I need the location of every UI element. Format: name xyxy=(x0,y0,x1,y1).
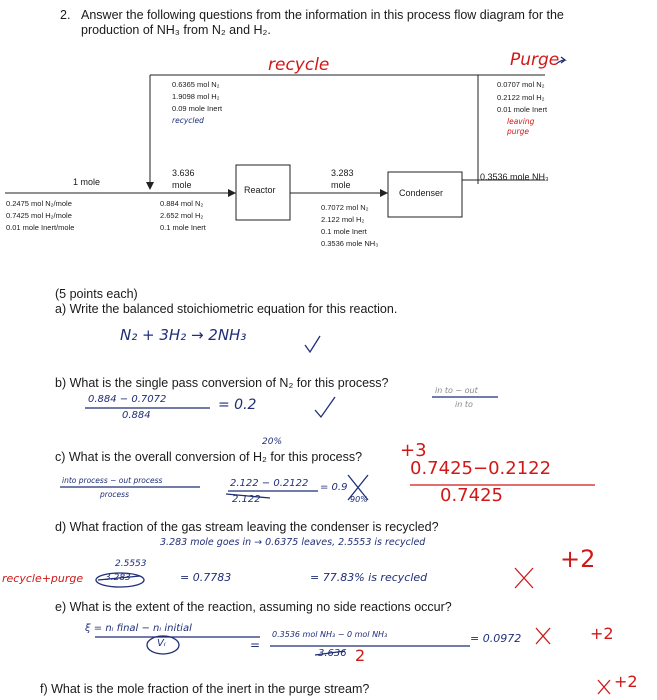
x-mark-f xyxy=(598,680,610,694)
condenser-in-arrowhead xyxy=(380,189,388,197)
part-c-calc-result: = 0.9 xyxy=(320,482,348,493)
reactor-out-inert: 0.1 mole Inert xyxy=(321,227,367,236)
question-number: 2. xyxy=(60,8,71,22)
part-a-answer: N₂ + 3H₂ → 2NH₃ xyxy=(120,326,247,344)
part-c-red-den: 0.7425 xyxy=(440,485,503,506)
part-e-num: 0.3536 mol NH₃ − 0 mol NH₃ xyxy=(272,630,388,639)
part-a-question: a) Write the balanced stoichiometric equation for this reaction. xyxy=(55,302,398,316)
reactor-out-total: 3.283 xyxy=(331,168,354,178)
part-d-question: d) What fraction of the gas stream leaving the condenser is recycled? xyxy=(55,520,439,534)
recycle-inert: 0.09 mole Inert xyxy=(172,104,223,113)
reactor-out-h2: 2.122 mol H₂ xyxy=(321,215,365,224)
part-e-score: +2 xyxy=(590,624,614,643)
purge-note-2: purge xyxy=(507,127,529,136)
part-c-calc-num: 2.122 − 0.2122 xyxy=(230,478,309,489)
part-f-question: f) What is the mole fraction of the inert in the purge stream? xyxy=(40,682,370,696)
part-f-score: +2 xyxy=(614,672,638,691)
part-e-lhs: ξ = nᵢ final − nᵢ initial xyxy=(85,623,192,634)
reactor-in-inert: 0.1 mole Inert xyxy=(160,223,206,232)
reactor-label: Reactor xyxy=(244,185,276,195)
reactor-out-unit: mole xyxy=(331,180,351,190)
part-d-result: = 0.7783 xyxy=(180,571,232,584)
part-e-result: = 0.0972 xyxy=(470,632,522,645)
feed-inert: 0.01 mole Inert/mole xyxy=(6,223,75,232)
reactor-out-nh3: 0.3536 mole NH₃ xyxy=(321,239,379,248)
reactor-in-arrowhead xyxy=(228,189,236,197)
part-e-den: 3.636 xyxy=(318,648,347,659)
reactor-out-n2: 0.7072 mol N₂ xyxy=(321,203,369,212)
part-d-score: +2 xyxy=(560,545,596,573)
reactor-in-n2: 0.884 mol N₂ xyxy=(160,199,204,208)
check-mark-b xyxy=(315,397,335,417)
question-line-1: Answer the following questions from the information in this process flow diagram for the xyxy=(81,8,564,22)
part-c-percent: 20% xyxy=(262,437,283,447)
part-c-score: +3 xyxy=(400,440,427,461)
purge-label: Purge xyxy=(510,50,560,70)
part-e-question: e) What is the extent of the reaction, assuming no side reactions occur? xyxy=(55,600,452,614)
purge-n2: 0.0707 mol N₂ xyxy=(497,80,545,89)
part-c-red-num: 0.7425−0.2122 xyxy=(410,458,552,479)
x-mark-e xyxy=(536,628,550,644)
recycle-arrowhead xyxy=(146,182,154,190)
recycle-label: recycle xyxy=(268,55,330,75)
recycle-n2: 0.6365 mol N₂ xyxy=(172,80,220,89)
reactor-in-h2: 2.652 mol H₂ xyxy=(160,211,204,220)
recycle-note: recycled xyxy=(172,116,204,125)
part-b-note-bottom: in to xyxy=(455,400,473,409)
reactor-in-unit: mole xyxy=(172,180,192,190)
recycle-h2: 1.9098 mol H₂ xyxy=(172,92,220,101)
part-d-num: 2.5553 xyxy=(115,559,147,569)
part-c-formula-den: process xyxy=(100,490,129,499)
product-stream: 0.3536 mole NH₃ xyxy=(480,172,549,182)
feed-n2: 0.2475 mol N₂/mole xyxy=(6,199,72,208)
part-e-den-2: 2 xyxy=(355,646,366,665)
feed-h2: 0.7425 mol H₂/mole xyxy=(6,211,72,220)
part-b-question: b) What is the single pass conversion of N₂ for this process? xyxy=(55,376,389,390)
part-d-result-2: = 77.83% is recycled xyxy=(310,571,428,584)
purge-note-1: leaving xyxy=(507,117,535,126)
part-d-den: 3.283 xyxy=(105,573,131,583)
part-b-numerator: 0.884 − 0.7072 xyxy=(88,394,167,405)
question-line-2: production of NH₃ from N₂ and H₂. xyxy=(81,23,271,37)
part-b-result: = 0.2 xyxy=(218,397,257,413)
points-note: (5 points each) xyxy=(55,287,138,301)
part-d-note: 3.283 mole goes in → 0.6375 leaves, 2.5553 is recycled xyxy=(160,537,426,548)
purge-h2: 0.2122 mol H₂ xyxy=(497,93,545,102)
check-mark-a xyxy=(305,336,320,352)
part-c-percent-2: 90% xyxy=(350,495,368,504)
part-b-note-top: in to − out xyxy=(435,386,478,395)
part-c-question: c) What is the overall conversion of H₂ for this process? xyxy=(55,450,363,464)
part-c-calc-den: 2.122 xyxy=(232,494,261,505)
part-e-den-v: Vᵢ xyxy=(157,638,166,649)
purge-inert: 0.01 mole Inert xyxy=(497,105,548,114)
part-e-equals: = xyxy=(250,638,261,652)
part-b-denominator: 0.884 xyxy=(122,410,151,421)
feed-total: 1 mole xyxy=(73,177,101,187)
condenser-label: Condenser xyxy=(399,188,444,198)
part-c-formula-num: into process − out process xyxy=(62,476,163,485)
x-mark-d xyxy=(515,568,533,588)
reactor-in-total: 3.636 xyxy=(172,168,195,178)
part-d-label: recycle+purge xyxy=(2,572,84,585)
